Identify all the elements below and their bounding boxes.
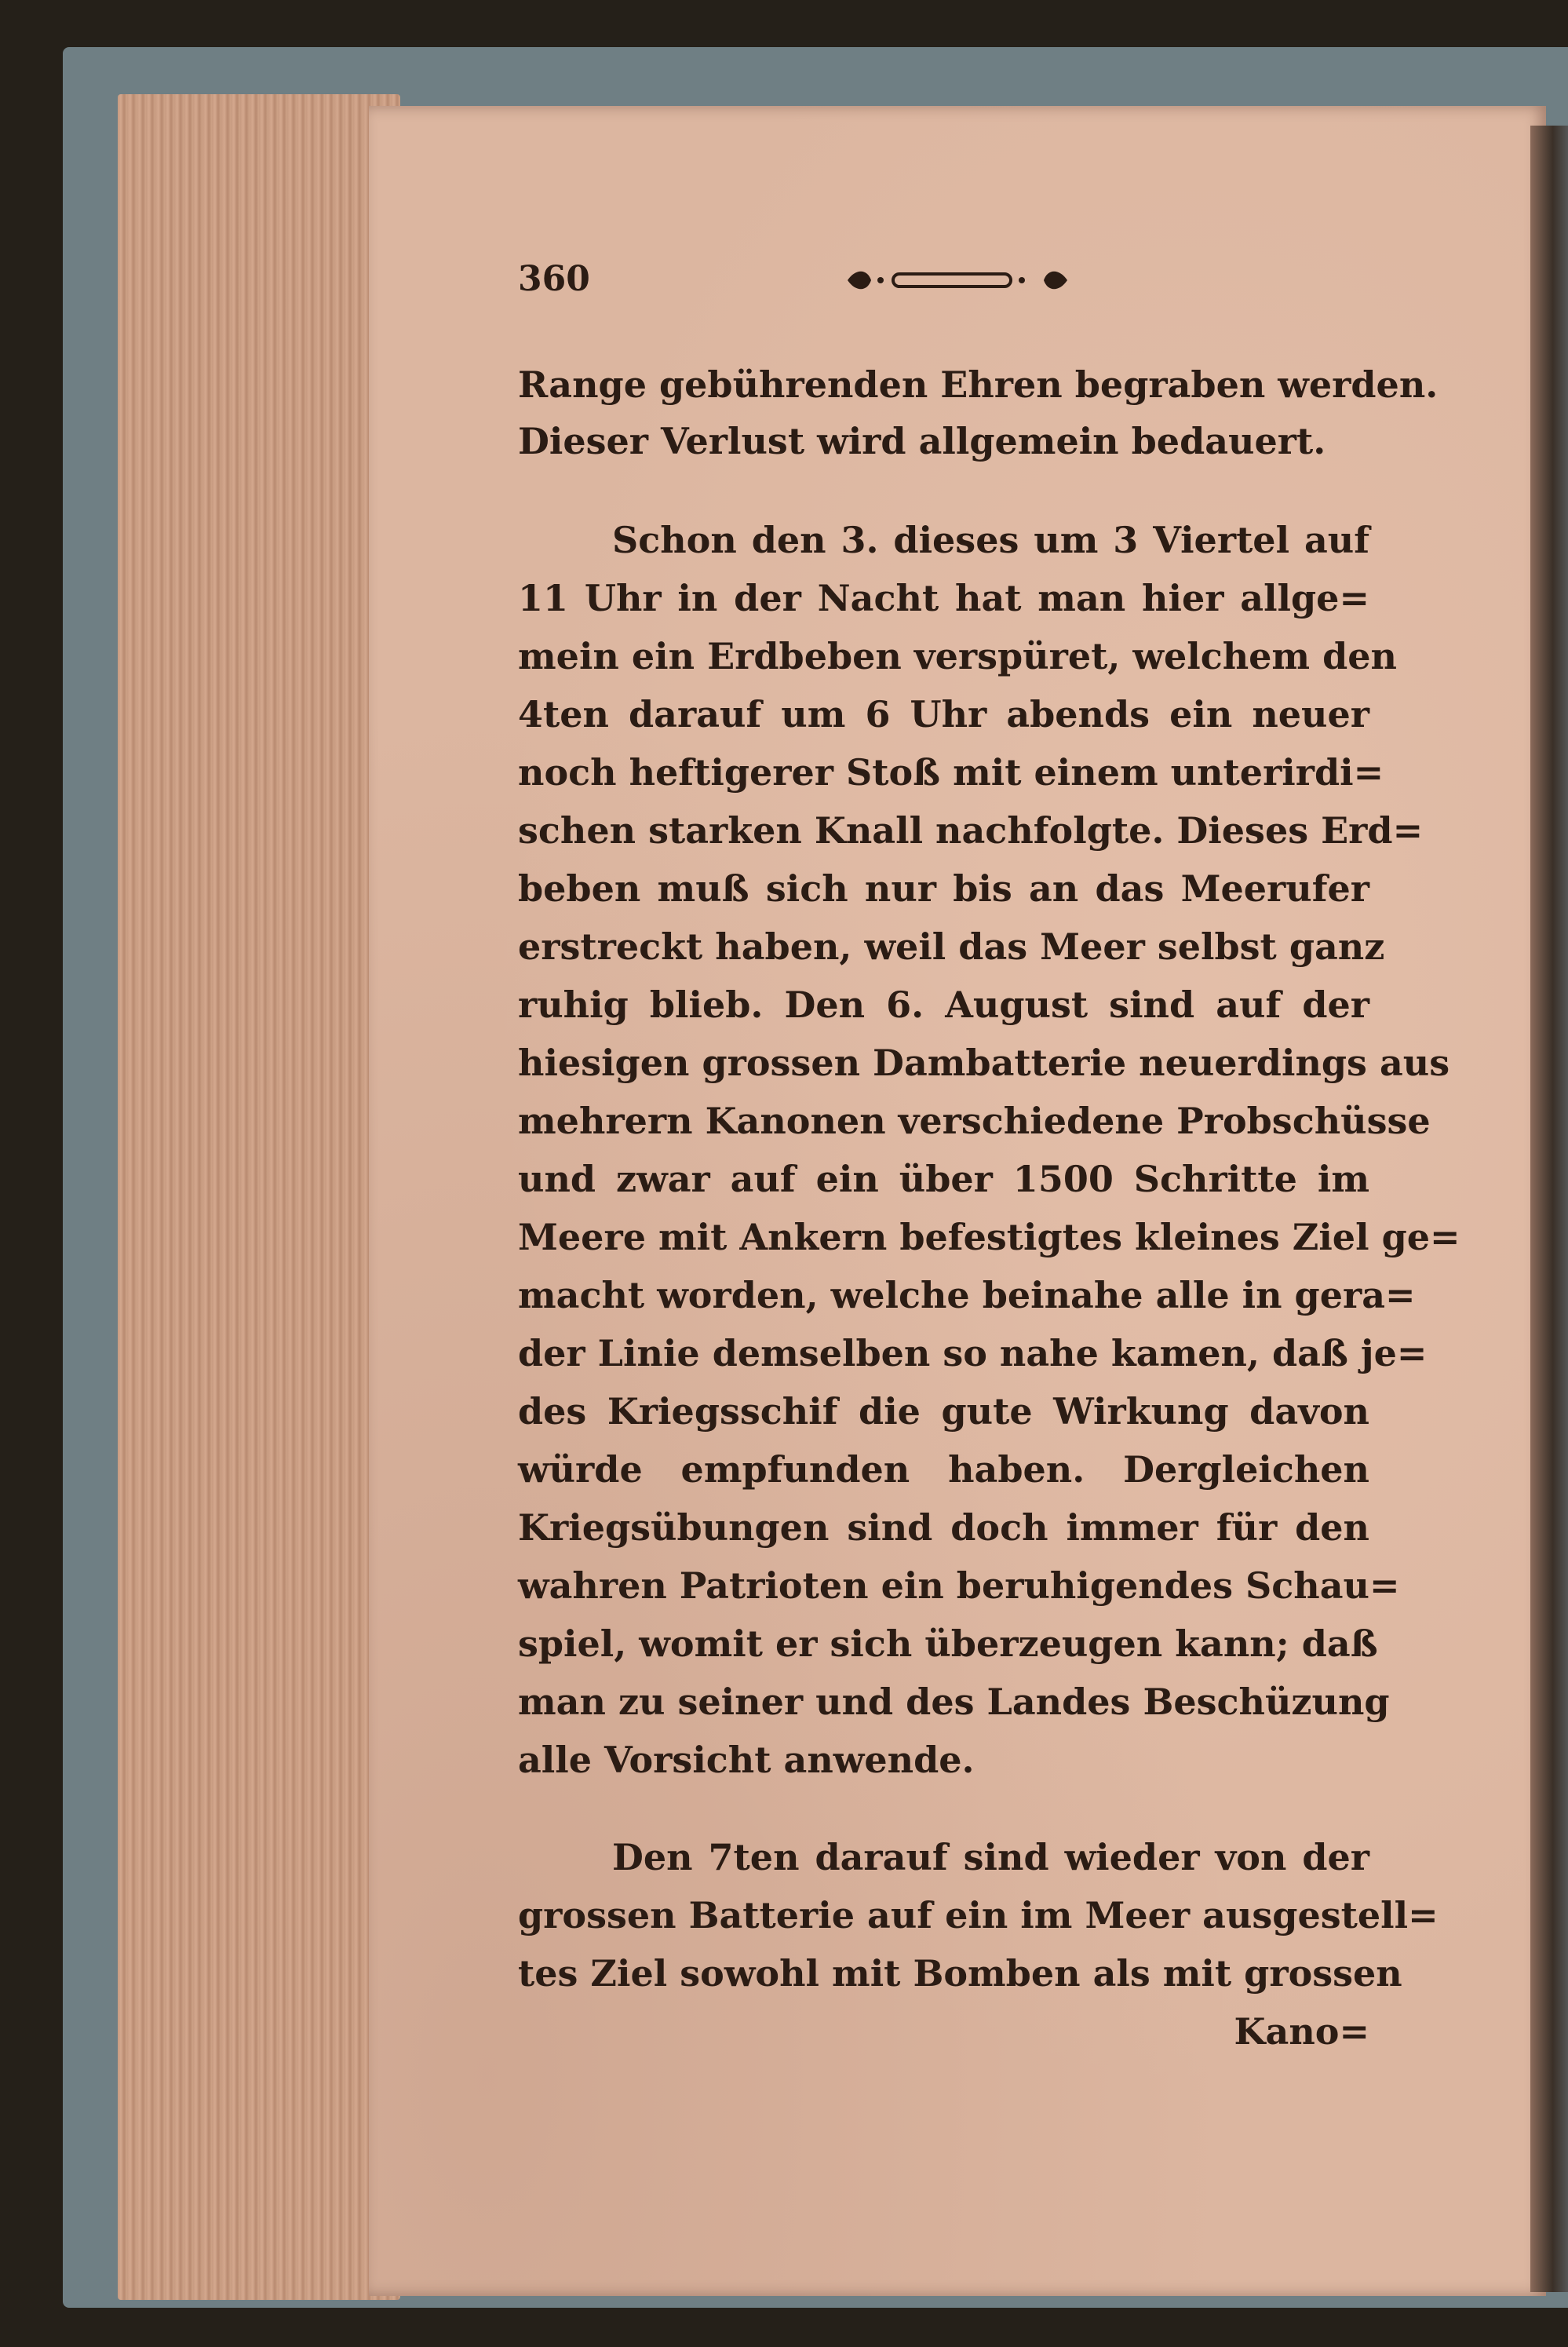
page-edges: [118, 94, 400, 2300]
text-line: und zwar auf ein über 1500 Schritte im: [518, 1158, 1369, 1200]
text-line: tes Ziel sowohl mit Bomben als mit grossen: [518, 1952, 1402, 1995]
text-line: hiesigen grossen Dambatterie neuerdings aus: [518, 1042, 1450, 1084]
text-line: noch heftigerer Stoß mit einem unterirdi=: [518, 751, 1384, 794]
text-line: mehrern Kanonen verschiedene Probschüsse: [518, 1100, 1431, 1142]
book-gutter: [1530, 126, 1568, 2292]
text-line: grossen Batterie auf ein im Meer ausgestell=: [518, 1894, 1439, 1936]
text-line: Meere mit Ankern befestigtes kleines Ziel ge=: [518, 1216, 1460, 1258]
catchword: Kano=: [1234, 2010, 1369, 2053]
text-line: mein ein Erdbeben verspüret, welchem den: [518, 635, 1397, 677]
text-line: 11 Uhr in der Nacht hat man hier allge=: [518, 577, 1369, 619]
text-line: Den 7ten darauf sind wieder von der: [612, 1836, 1369, 1878]
text-line: macht worden, welche beinahe alle in gera=: [518, 1274, 1416, 1316]
text-line: schen starken Knall nachfolgte. Dieses Erd=: [518, 809, 1424, 852]
text-line: man zu seiner und des Landes Beschüzung: [518, 1681, 1390, 1723]
header-ornament-icon: [832, 262, 1083, 298]
text-line: des Kriegsschif die gute Wirkung davon: [518, 1390, 1369, 1433]
text-line: würde empfunden haben. Dergleichen: [518, 1448, 1369, 1491]
text-line: Dieser Verlust wird allgemein bedauert.: [518, 420, 1326, 462]
text-line: Kriegsübungen sind doch immer für den: [518, 1506, 1369, 1549]
text-line: Schon den 3. dieses um 3 Viertel auf: [612, 519, 1369, 561]
text-line: 4ten darauf um 6 Uhr abends ein neuer: [518, 693, 1369, 735]
text-line: ruhig blieb. Den 6. August sind auf der: [518, 984, 1369, 1026]
text-line: Range gebührenden Ehren begraben werden.: [518, 363, 1439, 406]
text-line: spiel, womit er sich überzeugen kann; daß: [518, 1622, 1378, 1665]
text-line: wahren Patrioten ein beruhigendes Schau=: [518, 1564, 1400, 1607]
page-number: 360: [518, 259, 590, 299]
text-line: erstreckt haben, weil das Meer selbst ganz: [518, 925, 1385, 968]
text-line: beben muß sich nur bis an das Meerufer: [518, 867, 1369, 910]
page-header: [518, 259, 1369, 306]
text-line: der Linie demselben so nahe kamen, daß je=: [518, 1332, 1428, 1374]
text-line: alle Vorsicht anwende.: [518, 1739, 975, 1781]
